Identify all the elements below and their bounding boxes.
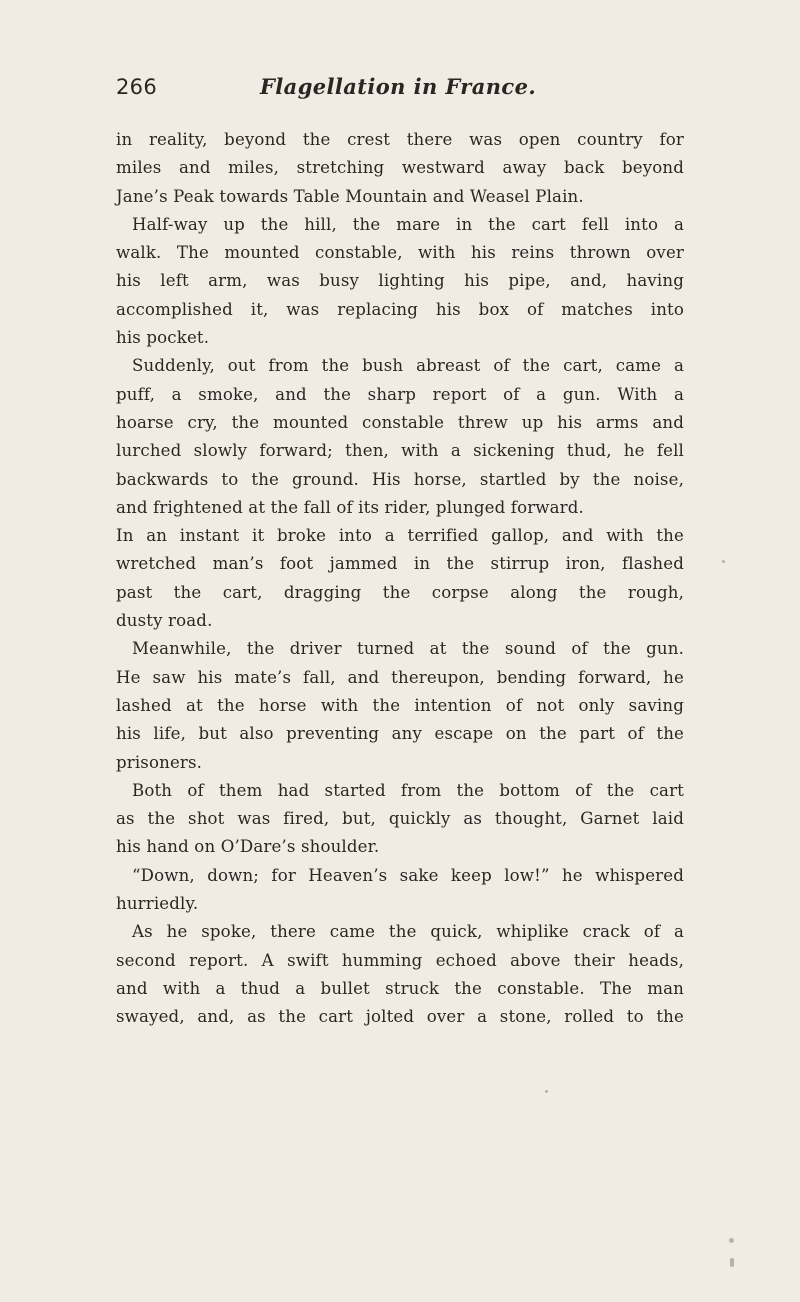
text-line: “Down, down; for Heaven’s sake keep low!” he whispered	[132, 865, 684, 885]
text-line: Half-way up the hill, the mare in the cart fell into a	[132, 214, 684, 234]
text-line: lashed at the horse with the intention of not only saving	[116, 695, 684, 715]
text-line: As he spoke, there came the quick, whiplike crack of a	[132, 922, 684, 942]
text-line: Jane’s Peak towards Table Mountain and Weasel Plain.	[116, 186, 584, 206]
text-line: accomplished it, was replacing his box of matches into	[116, 299, 684, 319]
text-line: his hand on O’Dare’s shoulder.	[116, 837, 380, 857]
text-line: his left arm, was busy lighting his pipe, and, having	[116, 271, 684, 291]
text-line: backwards to the ground. His horse, startled by the noise,	[116, 469, 684, 489]
text-line: Both of them had started from the bottom of the cart	[132, 780, 684, 800]
text-line: In an instant it broke into a terrified gallop, and with the	[116, 526, 684, 546]
text-line: second report. A swift humming echoed above their heads,	[116, 950, 684, 970]
text-line: swayed, and, as the cart jolted over a stone, rolled to the	[116, 1007, 684, 1027]
text-line: wretched man’s foot jammed in the stirrup iron, flashed	[116, 554, 684, 574]
paper-speck	[545, 1090, 548, 1093]
running-head	[116, 72, 684, 102]
text-line: dusty road.	[116, 611, 213, 631]
text-line: prisoners.	[116, 752, 203, 772]
running-title: Flagellation in France.	[260, 74, 537, 99]
text-line: miles and miles, stretching westward away back beyond	[116, 158, 684, 178]
text-line: He saw his mate’s fall, and thereupon, bending forward, he	[116, 667, 684, 687]
text-line: and frightened at the fall of its rider, plunged forward.	[116, 497, 584, 517]
paper-speck	[730, 1258, 734, 1267]
text-line: as the shot was fired, but, quickly as thought, Garnet laid	[116, 809, 684, 829]
text-line: hurriedly.	[116, 894, 199, 914]
text-line: puff, a smoke, and the sharp report of a gun. With a	[116, 384, 684, 404]
text-line: past the cart, dragging the corpse along the rough,	[116, 582, 684, 602]
text-line: his life, but also preventing any escape on the part of the	[116, 724, 684, 744]
text-line: lurched slowly forward; then, with a sickening thud, he fell	[116, 441, 684, 461]
text-line: walk. The mounted constable, with his reins thrown over	[116, 243, 684, 263]
page-number: 266	[116, 75, 157, 99]
paper-speck	[722, 560, 725, 563]
text-line: Suddenly, out from the bush abreast of the cart, came a	[132, 356, 684, 376]
paper-speck	[729, 1238, 734, 1243]
text-line: hoarse cry, the mounted constable threw up his arms and	[116, 412, 684, 432]
body-text	[116, 126, 684, 1032]
text-line: Meanwhile, the driver turned at the sound of the gun.	[132, 639, 684, 659]
text-line: and with a thud a bullet struck the constable. The man	[116, 978, 684, 998]
text-line: in reality, beyond the crest there was open country for	[116, 130, 684, 149]
text-line: his pocket.	[116, 328, 210, 348]
